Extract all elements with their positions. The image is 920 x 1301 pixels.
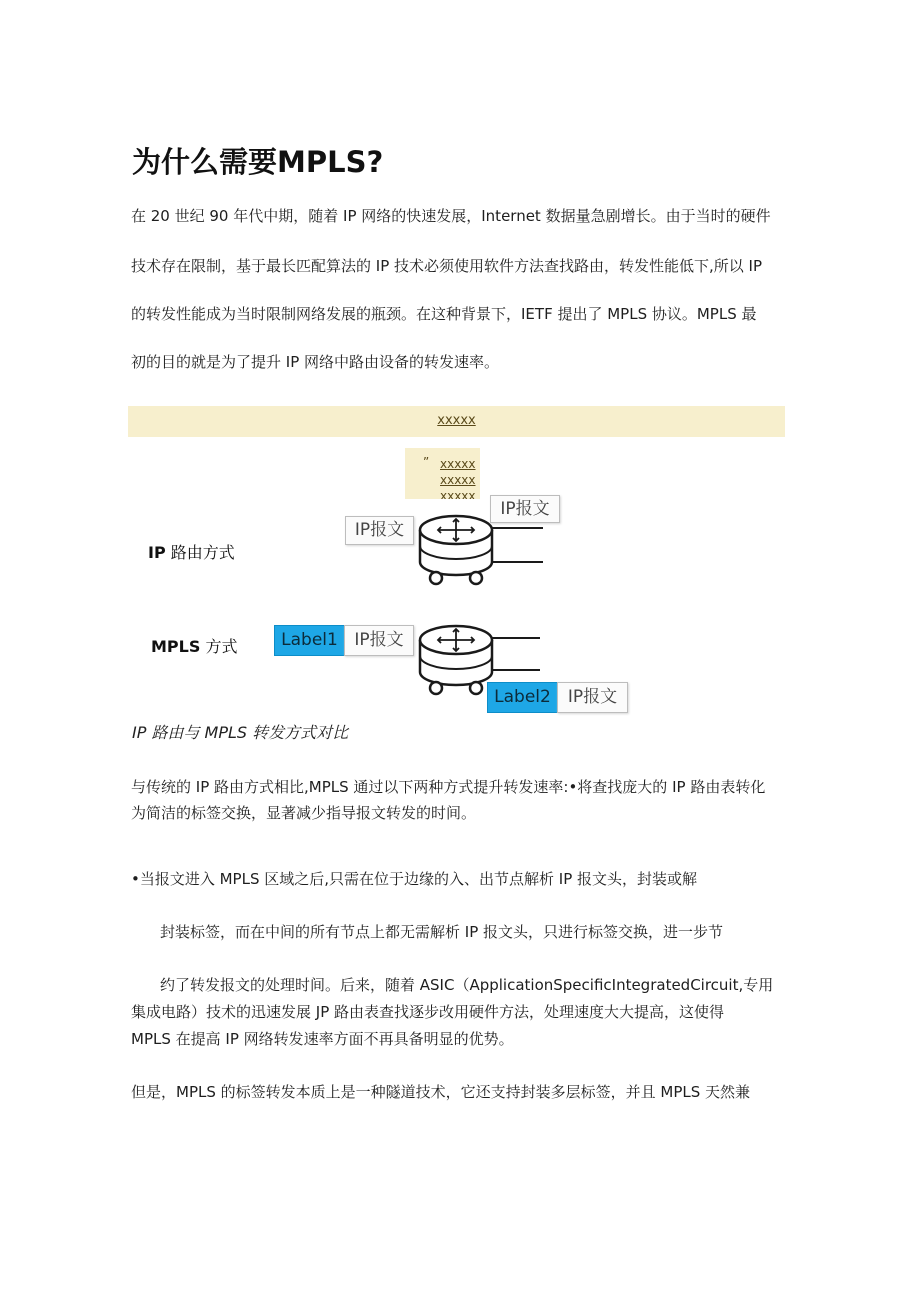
ip-routing-label-suffix: 路由方式 [170, 543, 235, 562]
mpls-label [151, 634, 237, 657]
para3-line-3: 约了转发报文的处理时间。后来，随着 ASIC（ApplicationSpecificIntegratedCircuit,专用 [160, 976, 774, 994]
para3-line-4: 集成电路）技术的迅速发展 JP 路由表查找逐步改用硬件方法，处理速度大大提高，这使得 [131, 1003, 725, 1021]
highlight-banner [128, 406, 785, 437]
para3-line-2: 封装标签，而在中间的所有节点上都无需解析 IP 报文头，只进行标签交换，进一步节 [160, 923, 724, 941]
label2-tag: Label2 [487, 682, 558, 713]
tooltip-link-3[interactable]: xxxxx [440, 489, 476, 499]
intro-line-4: 初的目的就是为了提升 IP 网络中路由设备的转发速率。 [131, 353, 500, 371]
tooltip-link-1[interactable]: xxxxx [440, 457, 476, 471]
intro-line-1: 在 20 世纪 90 年代中期，随着 IP 网络的快速发展，Internet 数据量急剧增长。由于当时的硬件 [131, 207, 771, 225]
para3-line-5: MPLS 在提高 IP 网络转发速率方面不再具备明显的优势。 [131, 1030, 514, 1048]
ip-routing-label [148, 540, 235, 563]
para4-line-1: 但是，MPLS 的标签转发本质上是一种隧道技术，它还支持封装多层标签，并且 MPLS 天然兼 [131, 1083, 751, 1101]
figure-caption: IP 路由与 MPLS 转发方式对比 [132, 723, 349, 742]
tooltip-quote: ” [423, 455, 430, 469]
mpls-label-suffix: 方式 [205, 637, 238, 656]
para3-line-1: •当报文进入 MPLS 区域之后,只需在位于边缘的入、出节点解析 IP 报文头，封装或解 [131, 870, 698, 888]
ip-packet-in: IP报文 [345, 516, 414, 545]
tooltip-link-2[interactable]: xxxxx [440, 473, 476, 487]
label1-tag: Label1 [274, 625, 345, 656]
intro-line-3: 的转发性能成为当时限制网络发展的瓶颈。在这种背景下，IETF 提出了 MPLS 协议。MPLS 最 [131, 305, 757, 323]
mpls-ip-packet-out: IP报文 [557, 682, 628, 713]
ip-routing-label-prefix: IP [148, 543, 166, 562]
banner-link[interactable]: xxxxx [437, 413, 476, 428]
ip-packet-out: IP报文 [490, 495, 560, 523]
page-title: 为什么需要MPLS? [132, 145, 384, 179]
mpls-label-prefix: MPLS [151, 637, 201, 656]
mpls-ip-packet-in: IP报文 [344, 625, 414, 656]
tooltip-popup [405, 448, 480, 499]
para2-line-1: 与传统的 IP 路由方式相比,MPLS 通过以下两种方式提升转发速率:•将查找庞大的 IP 路由表转化 [131, 778, 766, 796]
intro-line-2: 技术存在限制，基于最长匹配算法的 IP 技术必须使用软件方法查找路由，转发性能低下,所以 IP [131, 257, 763, 275]
para2-line-2: 为简洁的标签交换，显著减少指导报文转发的时间。 [131, 804, 477, 822]
